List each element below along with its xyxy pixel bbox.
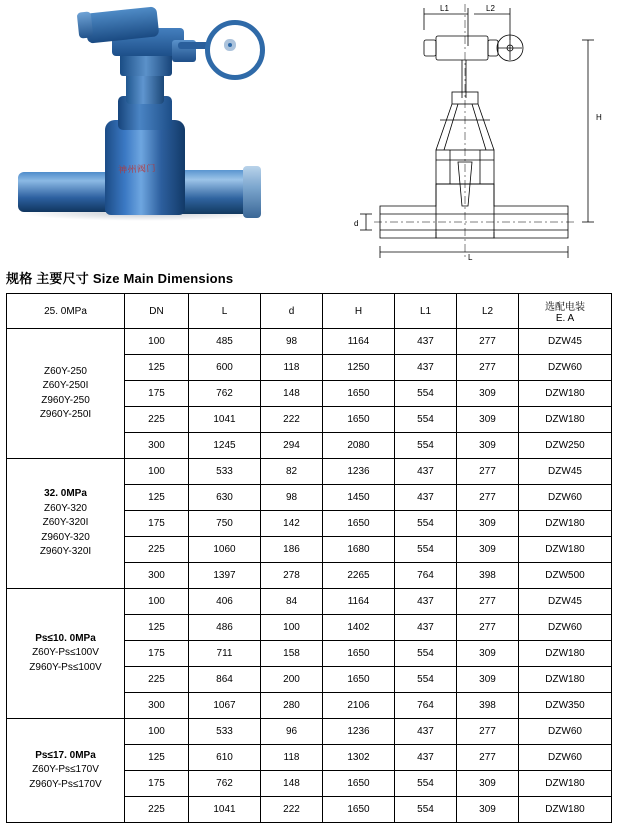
drawing-svg bbox=[340, 0, 617, 262]
cell-h: 1650 bbox=[323, 797, 395, 823]
cell-d: 98 bbox=[261, 485, 323, 511]
cell-dn: 125 bbox=[125, 615, 189, 641]
cell-d: 118 bbox=[261, 745, 323, 771]
cell-h: 1236 bbox=[323, 719, 395, 745]
cell-h: 1650 bbox=[323, 381, 395, 407]
cell-d: 280 bbox=[261, 693, 323, 719]
header-dn: DN bbox=[125, 294, 189, 329]
cell-l: 610 bbox=[189, 745, 261, 771]
model-label-line: Z960Y-250 bbox=[41, 394, 90, 406]
cell-ea: DZW60 bbox=[519, 355, 612, 381]
table-body bbox=[7, 329, 612, 823]
cell-dn: 175 bbox=[125, 771, 189, 797]
cell-l1: 554 bbox=[395, 771, 457, 797]
cell-ea: DZW60 bbox=[519, 719, 612, 745]
cell-dn: 225 bbox=[125, 797, 189, 823]
cell-l: 630 bbox=[189, 485, 261, 511]
table-row bbox=[7, 459, 612, 485]
cell-ea: DZW180 bbox=[519, 667, 612, 693]
model-label-line: Z60Y-250I bbox=[42, 380, 89, 391]
cell-h: 1402 bbox=[323, 615, 395, 641]
cell-d: 148 bbox=[261, 381, 323, 407]
model-label-line: 32. 0MPa bbox=[44, 488, 87, 500]
header-d: d bbox=[261, 294, 323, 329]
cell-h: 2106 bbox=[323, 693, 395, 719]
cell-l: 1060 bbox=[189, 537, 261, 563]
model-group-cell bbox=[7, 329, 125, 459]
cell-h: 1450 bbox=[323, 485, 395, 511]
cell-l2: 309 bbox=[457, 797, 519, 823]
table-row bbox=[7, 719, 612, 745]
cell-l1: 437 bbox=[395, 355, 457, 381]
table-header-row bbox=[7, 294, 612, 329]
model-label-line: Z60Y-320 bbox=[44, 502, 87, 514]
model-label-line: Z960Y-Ps≤170V bbox=[29, 778, 102, 790]
cell-l2: 309 bbox=[457, 641, 519, 667]
model-label-line: Z960Y-320 bbox=[41, 531, 90, 543]
cell-d: 118 bbox=[261, 355, 323, 381]
cell-ea: DZW500 bbox=[519, 563, 612, 589]
cell-h: 1650 bbox=[323, 511, 395, 537]
label-h: H bbox=[596, 113, 602, 122]
cell-d: 82 bbox=[261, 459, 323, 485]
cell-l: 1067 bbox=[189, 693, 261, 719]
cell-dn: 100 bbox=[125, 459, 189, 485]
model-label-line: Z60Y-Ps≤170V bbox=[32, 764, 99, 776]
cell-l1: 554 bbox=[395, 433, 457, 459]
model-label-line: Z960Y-Ps≤100V bbox=[29, 661, 102, 673]
cell-ea: DZW180 bbox=[519, 511, 612, 537]
cell-l: 1245 bbox=[189, 433, 261, 459]
cell-dn: 125 bbox=[125, 485, 189, 511]
cell-l2: 309 bbox=[457, 433, 519, 459]
cell-ea: DZW60 bbox=[519, 615, 612, 641]
cell-d: 278 bbox=[261, 563, 323, 589]
cell-h: 1650 bbox=[323, 407, 395, 433]
header-l: L bbox=[189, 294, 261, 329]
cell-l: 711 bbox=[189, 641, 261, 667]
cell-ea: DZW180 bbox=[519, 537, 612, 563]
motor-end-cap bbox=[77, 11, 94, 38]
cell-ea: DZW180 bbox=[519, 407, 612, 433]
model-label-line: Z60Y-Ps≤100V bbox=[32, 647, 99, 659]
cell-h: 1236 bbox=[323, 459, 395, 485]
cell-ea: DZW250 bbox=[519, 433, 612, 459]
cell-l2: 309 bbox=[457, 771, 519, 797]
cell-l: 533 bbox=[189, 719, 261, 745]
cell-d: 222 bbox=[261, 797, 323, 823]
cell-ea: DZW45 bbox=[519, 589, 612, 615]
cell-l1: 554 bbox=[395, 667, 457, 693]
cell-dn: 225 bbox=[125, 537, 189, 563]
cell-d: 158 bbox=[261, 641, 323, 667]
pipe-end-face bbox=[243, 166, 261, 218]
cell-dn: 225 bbox=[125, 407, 189, 433]
cell-l1: 437 bbox=[395, 745, 457, 771]
cell-h: 1302 bbox=[323, 745, 395, 771]
header-electric-actuator bbox=[519, 294, 612, 329]
model-label-line: Ps≤10. 0MPa bbox=[35, 632, 96, 644]
cell-l1: 437 bbox=[395, 459, 457, 485]
cell-ea: DZW180 bbox=[519, 771, 612, 797]
cell-dn: 125 bbox=[125, 745, 189, 771]
cell-l2: 398 bbox=[457, 563, 519, 589]
cell-dn: 100 bbox=[125, 329, 189, 355]
cell-l: 1041 bbox=[189, 407, 261, 433]
cell-d: 100 bbox=[261, 615, 323, 641]
label-l2: L2 bbox=[486, 4, 495, 13]
cell-l2: 398 bbox=[457, 693, 519, 719]
cell-l: 485 bbox=[189, 329, 261, 355]
cell-l2: 277 bbox=[457, 329, 519, 355]
header-l1: L1 bbox=[395, 294, 457, 329]
cell-l: 406 bbox=[189, 589, 261, 615]
cell-dn: 100 bbox=[125, 719, 189, 745]
figures-area bbox=[0, 0, 617, 262]
cell-dn: 300 bbox=[125, 563, 189, 589]
cell-l1: 764 bbox=[395, 693, 457, 719]
cell-l2: 277 bbox=[457, 745, 519, 771]
cell-l1: 554 bbox=[395, 797, 457, 823]
header-h: H bbox=[323, 294, 395, 329]
cell-l1: 764 bbox=[395, 563, 457, 589]
label-l1: L1 bbox=[440, 4, 449, 13]
cell-l1: 554 bbox=[395, 407, 457, 433]
cell-l2: 277 bbox=[457, 459, 519, 485]
cell-ea: DZW180 bbox=[519, 641, 612, 667]
cell-h: 1250 bbox=[323, 355, 395, 381]
inlet-pipe bbox=[18, 172, 113, 212]
cell-l1: 437 bbox=[395, 329, 457, 355]
cell-l: 533 bbox=[189, 459, 261, 485]
cell-l1: 437 bbox=[395, 615, 457, 641]
cell-d: 148 bbox=[261, 771, 323, 797]
brand-marking: 神州阀门 bbox=[117, 163, 157, 175]
cell-d: 222 bbox=[261, 407, 323, 433]
cell-dn: 100 bbox=[125, 589, 189, 615]
cell-l2: 277 bbox=[457, 589, 519, 615]
header-ea-line2: E. A bbox=[555, 313, 575, 324]
cell-ea: DZW45 bbox=[519, 459, 612, 485]
cell-l1: 554 bbox=[395, 511, 457, 537]
cell-l: 750 bbox=[189, 511, 261, 537]
cell-dn: 175 bbox=[125, 381, 189, 407]
dimension-drawing bbox=[340, 0, 617, 262]
valve-photo bbox=[0, 0, 330, 262]
label-d: d bbox=[354, 219, 359, 228]
cell-l: 486 bbox=[189, 615, 261, 641]
cell-ea: DZW350 bbox=[519, 693, 612, 719]
cell-d: 200 bbox=[261, 667, 323, 693]
cell-l: 1041 bbox=[189, 797, 261, 823]
cell-dn: 300 bbox=[125, 693, 189, 719]
cell-d: 96 bbox=[261, 719, 323, 745]
table-row bbox=[7, 589, 612, 615]
section-title: 规格 主要尺寸 Size Main Dimensions bbox=[6, 271, 234, 286]
cell-dn: 300 bbox=[125, 433, 189, 459]
model-label-line: Z60Y-320I bbox=[42, 517, 89, 529]
cell-d: 84 bbox=[261, 589, 323, 615]
cell-l2: 277 bbox=[457, 719, 519, 745]
cell-l2: 277 bbox=[457, 615, 519, 641]
cell-d: 294 bbox=[261, 433, 323, 459]
cell-l1: 437 bbox=[395, 719, 457, 745]
handwheel bbox=[205, 20, 265, 80]
cell-l2: 277 bbox=[457, 355, 519, 381]
cell-l2: 309 bbox=[457, 537, 519, 563]
header-model: 25. 0MPa bbox=[7, 294, 125, 329]
valve-yoke bbox=[126, 72, 164, 104]
model-group-cell bbox=[7, 459, 125, 589]
cell-ea: DZW180 bbox=[519, 797, 612, 823]
cell-h: 2080 bbox=[323, 433, 395, 459]
cell-l2: 309 bbox=[457, 381, 519, 407]
cell-ea: DZW60 bbox=[519, 485, 612, 511]
header-l2: L2 bbox=[457, 294, 519, 329]
cell-h: 1164 bbox=[323, 589, 395, 615]
cell-dn: 175 bbox=[125, 511, 189, 537]
cell-d: 186 bbox=[261, 537, 323, 563]
dimensions-table bbox=[6, 293, 612, 823]
cell-l: 1397 bbox=[189, 563, 261, 589]
cell-dn: 175 bbox=[125, 641, 189, 667]
cell-l2: 309 bbox=[457, 667, 519, 693]
cell-l: 762 bbox=[189, 771, 261, 797]
cell-l1: 437 bbox=[395, 589, 457, 615]
cell-h: 1650 bbox=[323, 771, 395, 797]
cell-h: 2265 bbox=[323, 563, 395, 589]
cell-h: 1650 bbox=[323, 641, 395, 667]
cell-l2: 277 bbox=[457, 485, 519, 511]
table-row bbox=[7, 329, 612, 355]
cell-h: 1650 bbox=[323, 667, 395, 693]
model-label-line: Z960Y-320I bbox=[39, 546, 92, 558]
cell-l1: 554 bbox=[395, 537, 457, 563]
cell-d: 142 bbox=[261, 511, 323, 537]
model-label-line: Ps≤17. 0MPa bbox=[35, 749, 96, 761]
cell-l2: 309 bbox=[457, 511, 519, 537]
cell-l: 762 bbox=[189, 381, 261, 407]
cell-h: 1164 bbox=[323, 329, 395, 355]
cell-ea: DZW45 bbox=[519, 329, 612, 355]
cell-dn: 125 bbox=[125, 355, 189, 381]
cell-dn: 225 bbox=[125, 667, 189, 693]
cell-d: 98 bbox=[261, 329, 323, 355]
cell-l1: 554 bbox=[395, 641, 457, 667]
cell-ea: DZW60 bbox=[519, 745, 612, 771]
cell-h: 1680 bbox=[323, 537, 395, 563]
cell-l1: 554 bbox=[395, 381, 457, 407]
cell-ea: DZW180 bbox=[519, 381, 612, 407]
header-ea-line1: 选配电装 bbox=[545, 302, 585, 313]
cell-l2: 309 bbox=[457, 407, 519, 433]
model-group-cell bbox=[7, 589, 125, 719]
label-l: L bbox=[468, 253, 473, 262]
model-label-line: Z60Y-250 bbox=[44, 365, 87, 377]
cell-l: 600 bbox=[189, 355, 261, 381]
model-label-line: Z960Y-250I bbox=[39, 409, 92, 420]
cell-l: 864 bbox=[189, 667, 261, 693]
cell-l1: 437 bbox=[395, 485, 457, 511]
